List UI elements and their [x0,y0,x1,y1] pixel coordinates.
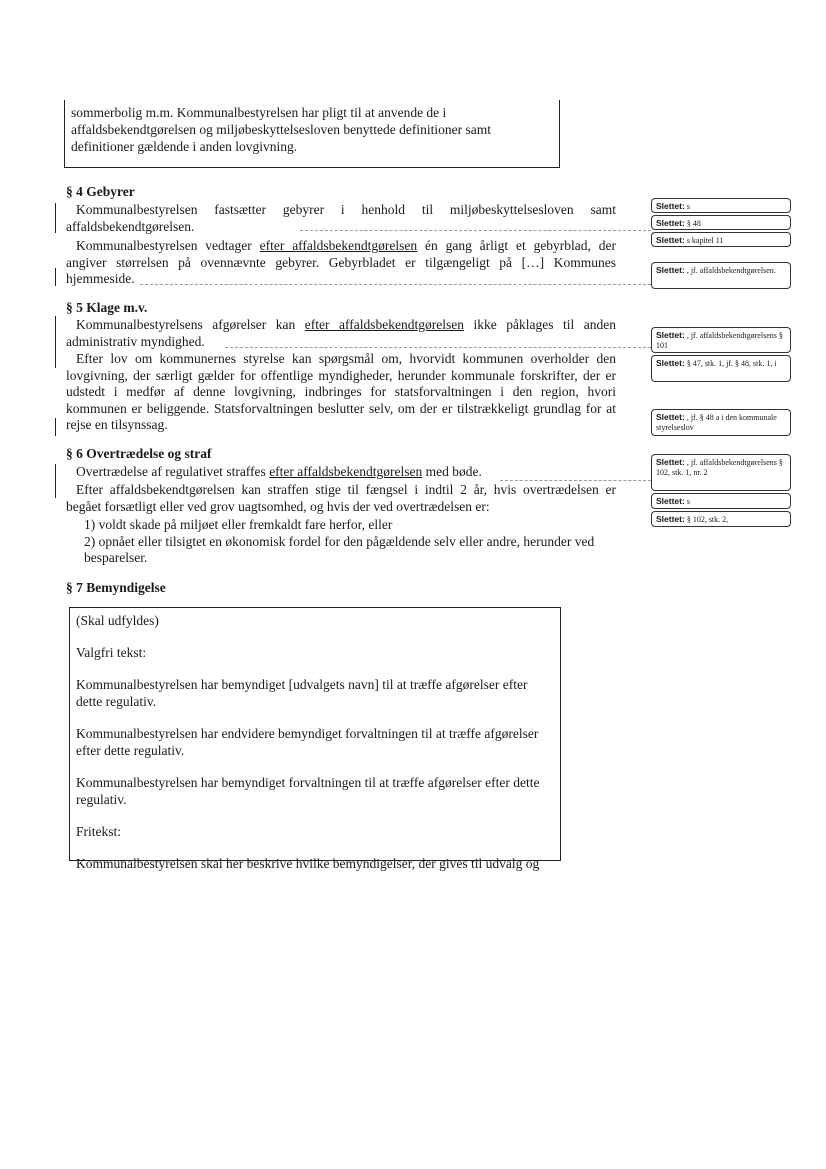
comment-balloon[interactable] [651,454,791,491]
comment-leader [300,230,651,231]
comment-label: Slettet: [656,265,685,275]
s5-p1-line: administrativ myndighed. [66,333,205,349]
comment-text: s kapitel 11 [686,236,724,245]
change-bar [55,316,56,368]
text-run: ikke påklages til anden [463,317,616,332]
top-box-line: sommerbolig m.m. Kommunalbestyrelsen har pligt til at anvende de i [71,105,447,120]
section-6-paragraph-2 [66,482,616,515]
list-item: 2) opnået eller tilsigtet en økonomisk fordel for den pågældende selv eller andre, herunder ved [84,533,595,549]
section-7-box [69,607,561,871]
s5-p2-line: rejse en tilsynssag. [66,417,168,432]
text-run: én gang årligt et gebyrblad, der [417,238,616,253]
comment-balloon[interactable] [651,511,791,527]
box-text: Kommunalbestyrelsen har bemyndiget [udvalgets navn] til at træffe afgørelser efter dette regulativ. [76,677,528,709]
comment-label: Slettet: [656,235,685,245]
s4-p1-line: Kommunalbestyrelsen fastsætter gebyrer i henhold til miljøbeskyttelsesloven samt [76,202,616,217]
comment-label: Slettet: [656,218,685,228]
comment-leader [500,480,651,481]
inserted-text: efter affaldsbekendtgørelsen [304,317,464,332]
comment-balloon[interactable] [651,198,791,213]
change-bar [55,268,56,286]
section-6-list [84,517,616,567]
comment-label: Slettet: [656,496,685,506]
top-text-box [64,100,560,168]
section-5-heading: § 5 Klage m.v. [66,300,148,315]
comment-text: § 102, stk. 2, [686,515,729,524]
box-text: Fritekst: [76,824,122,839]
section-6-heading: § 6 Overtrædelse og straf [66,446,212,461]
inserted-text: efter affaldsbekendtgørelsen [259,238,418,253]
comment-label: Slettet: [656,201,685,211]
top-box-line: definitioner gældende i anden lovgivning. [71,139,298,154]
comment-balloon[interactable] [651,232,791,247]
s6-p2-line: Efter affaldsbekendtgørelsen kan straffen stige til fængsel i indtil 2 år, hvis overtrædelsen er [76,482,616,497]
list-item: 1) voldt skade på miljøet eller fremkaldt fare herfor, eller [84,517,393,532]
s4-p2-line: hjemmeside. [66,271,135,286]
comment-text: , jf. § 48 a i den kommunale styrelseslov [656,413,777,432]
inserted-text: efter affaldsbekendtgørelsen [269,464,423,479]
top-box-line: affaldsbekendtgørelsen og miljøbeskyttelsesloven benyttede definitioner samt [71,122,492,137]
s6-p2-line: begået forsætligt eller ved grov uagtsomhed, og hvis der ved overtrædelsen er: [66,498,490,514]
comment-balloon[interactable] [651,262,791,289]
box-text: Valgfri tekst: [76,645,147,660]
comment-label: Slettet: [656,457,685,467]
change-bar [55,464,56,498]
text-run: med bøde. [422,464,482,479]
text-run: Kommunalbestyrelsens afgørelser kan [76,317,305,332]
text-run: Overtrædelse af regulativet straffes [76,464,270,479]
s5-p2-line: Efter lov om kommunernes styrelse kan spørgsmål om, hvorvidt kommunen overholder den [76,351,616,366]
comment-text: , jf. affaldsbekendtgørelsen. [686,266,776,275]
comment-text: § 48 [686,219,701,228]
list-item-continuation: besparelser. [84,550,148,565]
comment-balloon[interactable] [651,327,791,353]
s5-p2-line: kommunen er beliggende. Statsforvaltningen beslutter selv, om der er tilstrækkeligt grundlag for at [66,400,616,416]
comment-balloon[interactable] [651,409,791,436]
change-bar [55,418,56,436]
s5-p2-line: lovgivning, der særligt gælder for offentlige myndigheder, herunder kommunale forskrifter, der er [66,367,616,383]
box-text: (Skal udfyldes) [76,613,159,628]
section-5-paragraph-1 [66,317,616,350]
change-bar [55,203,56,233]
s5-p2-line: udstedt i medfør af denne lovgivning, indbringes for statsforvaltningen i den region, hvori [66,384,616,399]
comment-balloon[interactable] [651,493,791,509]
box-text: Kommunalbestyrelsen har endvidere bemyndiget forvaltningen til at træffe afgørelser efter dette regulativ. [76,726,539,758]
comment-label: Slettet: [656,514,685,524]
comment-label: Slettet: [656,358,685,368]
comment-label: Slettet: [656,330,685,340]
section-4-paragraph-2 [66,238,616,288]
text-run: Kommunalbestyrelsen vedtager [76,238,260,253]
comment-text: , jf. affaldsbekendtgørelsens § 101 [656,331,783,350]
comment-leader [140,284,651,285]
comment-balloon[interactable] [651,215,791,230]
section-7-heading: § 7 Bemyndigelse [66,580,166,595]
box-text: Kommunalbestyrelsen skal her beskrive hvilke bemyndigelser, der gives til udvalg og [76,856,540,871]
box-text: Kommunalbestyrelsen har bemyndiget forvaltningen til at træffe afgørelser efter dette regulativ. [76,775,540,807]
comment-text: § 47, stk. 1, jf. § 48, stk. 1, i [686,359,777,368]
comment-text: s [686,497,690,506]
section-5-paragraph-2 [66,351,616,434]
comment-text: s [686,202,690,211]
section-4-heading: § 4 Gebyrer [66,184,135,199]
s4-p1-line: affaldsbekendtgørelsen. [66,218,195,234]
s4-p2-line: angiver størrelsen på ovennævnte gebyrer. Gebyrbladet er tilgængeligt på […] Kommunes [66,254,616,270]
comment-leader [225,347,651,348]
comment-label: Slettet: [656,412,685,422]
section-6-paragraph-1 [66,464,616,481]
comment-text: , jf. affaldsbekendtgørelsens § 102, stk. 1, nr. 2 [656,458,783,477]
comment-balloon[interactable] [651,355,791,382]
